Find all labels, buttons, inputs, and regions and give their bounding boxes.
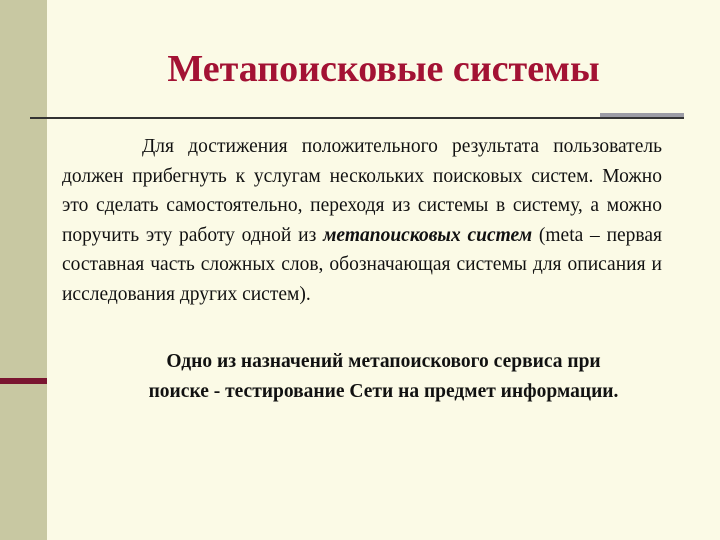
body-paragraph bbox=[62, 132, 662, 309]
left-decorative-bar bbox=[0, 0, 47, 540]
left-bar-accent bbox=[0, 378, 47, 384]
conclusion-line-1: Одно из назначений метапоискового сервиса при bbox=[166, 351, 601, 372]
conclusion-text bbox=[47, 347, 720, 407]
conclusion-line-2: поиске - тестирование Сети на предмет информации. bbox=[148, 381, 619, 402]
paragraph-emphasis: метапоисковых систем bbox=[323, 224, 533, 246]
paragraph-text-after: (meta – первая составная часть сложных слов, обозначающая системы для описания и исследования других систем). bbox=[62, 224, 662, 305]
paragraph-text-before: Для достижения положительного результата пользователь должен прибегнуть к услугам нескольких поисковых систем. Можно это сделать самостоятельно, переходя из системы в систему, а можно поручить эту работу одной из bbox=[62, 136, 662, 246]
title-rule bbox=[30, 117, 684, 119]
slide-title: Метапоисковые системы bbox=[167, 48, 600, 90]
